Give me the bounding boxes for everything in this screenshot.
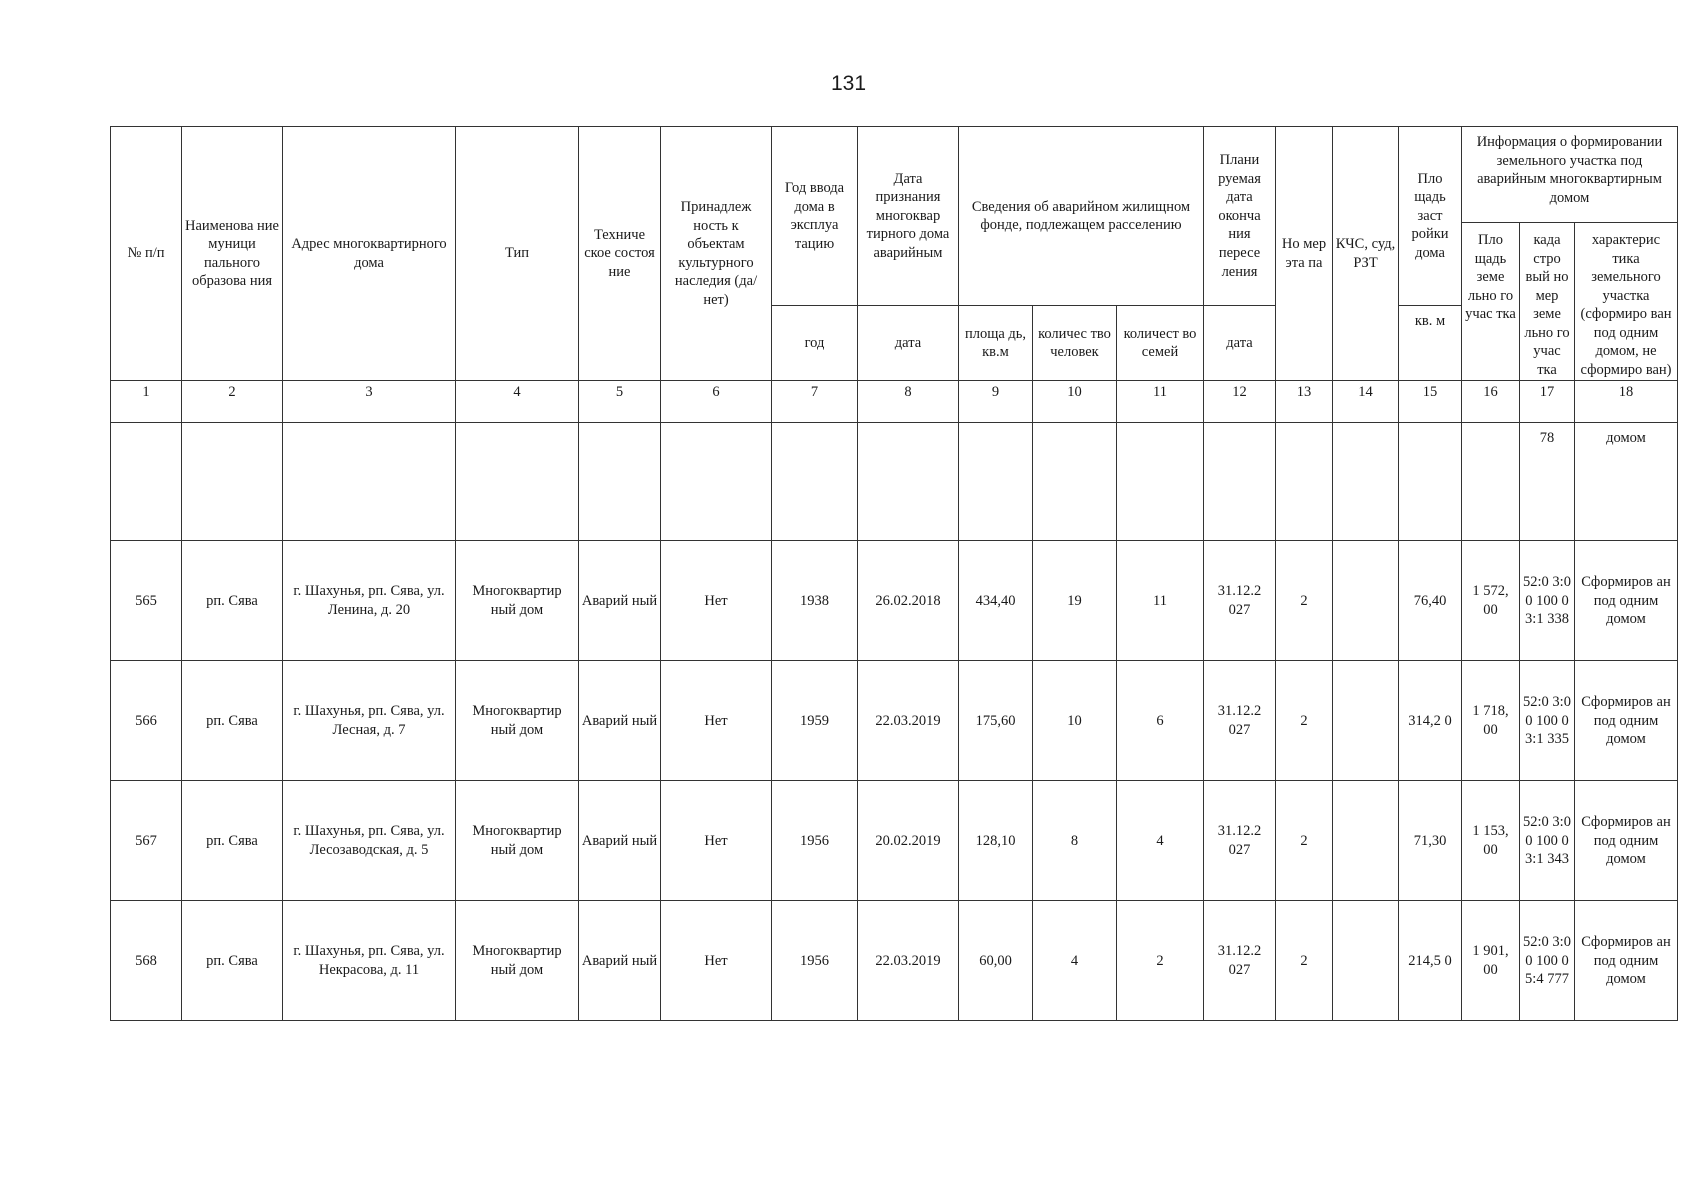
cell-kchs xyxy=(1333,661,1399,781)
col-number: 14 xyxy=(1333,381,1399,423)
cell-municipality: рп. Сява xyxy=(182,781,283,901)
table-row xyxy=(111,901,1678,1021)
col-number: 15 xyxy=(1399,381,1462,423)
cell-building-area: 314,2 0 xyxy=(1399,661,1462,781)
unit-date: дата xyxy=(858,306,959,381)
cell-heritage: Нет xyxy=(661,661,772,781)
col-number: 8 xyxy=(858,381,959,423)
header-kchs: КЧС, суд, РЗТ xyxy=(1333,127,1399,381)
cell-people: 8 xyxy=(1033,781,1117,901)
cell-num: 567 xyxy=(111,781,182,901)
header-year-built: Год ввода дома в эксплуа тацию xyxy=(772,127,858,306)
cell-people: 10 xyxy=(1033,661,1117,781)
cell-address: г. Шахунья, рп. Сява, ул. Некрасова, д. 11 xyxy=(283,901,456,1021)
cell-stage: 2 xyxy=(1276,901,1333,1021)
unit-families: количест во семей xyxy=(1117,306,1204,381)
cell-land-area: 1 718, 00 xyxy=(1462,661,1520,781)
cell-year: 1956 xyxy=(772,781,858,901)
cell-families: 4 xyxy=(1117,781,1204,901)
col-number: 4 xyxy=(456,381,579,423)
cell-land-char: Сформиров ан под одним домом xyxy=(1575,901,1678,1021)
header-row-1 xyxy=(111,127,1678,223)
cell-area: 434,40 xyxy=(959,541,1033,661)
header-heritage: Принадлеж ность к объектам культурного наследия (да/нет) xyxy=(661,127,772,381)
cell-planned: 31.12.2 027 xyxy=(1204,541,1276,661)
cell-year: 1959 xyxy=(772,661,858,781)
cell-stage: 2 xyxy=(1276,541,1333,661)
header-condition: Техниче ское состоя ние xyxy=(579,127,661,381)
col-number: 10 xyxy=(1033,381,1117,423)
continuation-cadastral: 78 xyxy=(1520,423,1575,541)
cell-area: 60,00 xyxy=(959,901,1033,1021)
table-row xyxy=(111,781,1678,901)
cell-type: Многоквартир ный дом xyxy=(456,661,579,781)
unit-area: площа дь, кв.м xyxy=(959,306,1033,381)
col-number: 2 xyxy=(182,381,283,423)
col-number: 17 xyxy=(1520,381,1575,423)
page-number: 131 xyxy=(830,72,867,95)
header-land-area: Пло щадь земе льно го учас тка xyxy=(1462,223,1520,381)
col-number: 5 xyxy=(579,381,661,423)
header-cadastral: када стро вый но мер земе льно го учас тка xyxy=(1520,223,1575,381)
cell-planned: 31.12.2 027 xyxy=(1204,661,1276,781)
cell-date: 22.03.2019 xyxy=(858,901,959,1021)
cell-date: 20.02.2019 xyxy=(858,781,959,901)
cell-land-area: 1 901, 00 xyxy=(1462,901,1520,1021)
emergency-housing-table xyxy=(110,126,1678,1021)
col-number: 6 xyxy=(661,381,772,423)
cell-building-area: 71,30 xyxy=(1399,781,1462,901)
header-address: Адрес многоквартирного дома xyxy=(283,127,456,381)
cell-type: Многоквартир ный дом xyxy=(456,541,579,661)
cell-planned: 31.12.2 027 xyxy=(1204,781,1276,901)
cell-cadastral: 52:0 3:00 100 03:1 343 xyxy=(1520,781,1575,901)
header-planned-date: Плани руемая дата оконча ния пересе ления xyxy=(1204,127,1276,306)
col-number: 16 xyxy=(1462,381,1520,423)
header-stage: Но мер эта па xyxy=(1276,127,1333,381)
cell-date: 26.02.2018 xyxy=(858,541,959,661)
cell-year: 1956 xyxy=(772,901,858,1021)
col-number: 9 xyxy=(959,381,1033,423)
unit-planned: дата xyxy=(1204,306,1276,381)
cell-num: 565 xyxy=(111,541,182,661)
cell-condition: Аварий ный xyxy=(579,781,661,901)
cell-land-char: Сформиров ан под одним домом xyxy=(1575,661,1678,781)
header-land-char: характерис тика земельного участка (сформиро ван под одним домом, не сформиро ван) xyxy=(1575,223,1678,381)
cell-building-area: 76,40 xyxy=(1399,541,1462,661)
cell-year: 1938 xyxy=(772,541,858,661)
col-number: 12 xyxy=(1204,381,1276,423)
cell-condition: Аварий ный xyxy=(579,541,661,661)
cell-heritage: Нет xyxy=(661,541,772,661)
cell-planned: 31.12.2 027 xyxy=(1204,901,1276,1021)
continuation-land-char: домом xyxy=(1575,423,1678,541)
cell-land-area: 1 572, 00 xyxy=(1462,541,1520,661)
cell-municipality: рп. Сява xyxy=(182,901,283,1021)
cell-cadastral: 52:0 3:00 100 03:1 338 xyxy=(1520,541,1575,661)
col-number: 1 xyxy=(111,381,182,423)
header-fund-info: Сведения об аварийном жилищном фонде, подлежащем расселению xyxy=(959,127,1204,306)
cell-kchs xyxy=(1333,781,1399,901)
col-number: 3 xyxy=(283,381,456,423)
cell-building-area: 214,5 0 xyxy=(1399,901,1462,1021)
header-land-info: Информация о формировании земельного участка под аварийным многоквартирным домом xyxy=(1462,127,1678,223)
header-municipality: Наименова ние муници пального образова ния xyxy=(182,127,283,381)
cell-kchs xyxy=(1333,541,1399,661)
unit-year: год xyxy=(772,306,858,381)
col-number: 18 xyxy=(1575,381,1678,423)
unit-sqm: кв. м xyxy=(1399,306,1462,381)
unit-people: количес тво человек xyxy=(1033,306,1117,381)
cell-cadastral: 52:0 3:00 100 05:4 777 xyxy=(1520,901,1575,1021)
cell-stage: 2 xyxy=(1276,781,1333,901)
cell-municipality: рп. Сява xyxy=(182,541,283,661)
table-row xyxy=(111,661,1678,781)
cell-families: 6 xyxy=(1117,661,1204,781)
cell-stage: 2 xyxy=(1276,661,1333,781)
cell-heritage: Нет xyxy=(661,781,772,901)
cell-condition: Аварий ный xyxy=(579,901,661,1021)
header-num: № п/п xyxy=(111,127,182,381)
cell-people: 19 xyxy=(1033,541,1117,661)
cell-people: 4 xyxy=(1033,901,1117,1021)
cell-area: 175,60 xyxy=(959,661,1033,781)
cell-num: 566 xyxy=(111,661,182,781)
header-emergency-date: Дата признания многоквар тирного дома аварийным xyxy=(858,127,959,306)
cell-num: 568 xyxy=(111,901,182,1021)
cell-type: Многоквартир ный дом xyxy=(456,901,579,1021)
column-number-row xyxy=(111,381,1678,423)
col-number: 11 xyxy=(1117,381,1204,423)
col-number: 13 xyxy=(1276,381,1333,423)
cell-condition: Аварий ный xyxy=(579,661,661,781)
cell-municipality: рп. Сява xyxy=(182,661,283,781)
continuation-row xyxy=(111,423,1678,541)
header-type: Тип xyxy=(456,127,579,381)
cell-address: г. Шахунья, рп. Сява, ул. Лесозаводская, д. 5 xyxy=(283,781,456,901)
cell-families: 11 xyxy=(1117,541,1204,661)
cell-heritage: Нет xyxy=(661,901,772,1021)
cell-date: 22.03.2019 xyxy=(858,661,959,781)
table-row xyxy=(111,541,1678,661)
cell-kchs xyxy=(1333,901,1399,1021)
cell-families: 2 xyxy=(1117,901,1204,1021)
cell-address: г. Шахунья, рп. Сява, ул. Ленина, д. 20 xyxy=(283,541,456,661)
cell-type: Многоквартир ный дом xyxy=(456,781,579,901)
cell-land-char: Сформиров ан под одним домом xyxy=(1575,781,1678,901)
cell-land-area: 1 153, 00 xyxy=(1462,781,1520,901)
cell-area: 128,10 xyxy=(959,781,1033,901)
cell-land-char: Сформиров ан под одним домом xyxy=(1575,541,1678,661)
header-building-area: Пло щадь заст ройки дома xyxy=(1399,127,1462,306)
col-number: 7 xyxy=(772,381,858,423)
cell-address: г. Шахунья, рп. Сява, ул. Лесная, д. 7 xyxy=(283,661,456,781)
cell-cadastral: 52:0 3:00 100 03:1 335 xyxy=(1520,661,1575,781)
